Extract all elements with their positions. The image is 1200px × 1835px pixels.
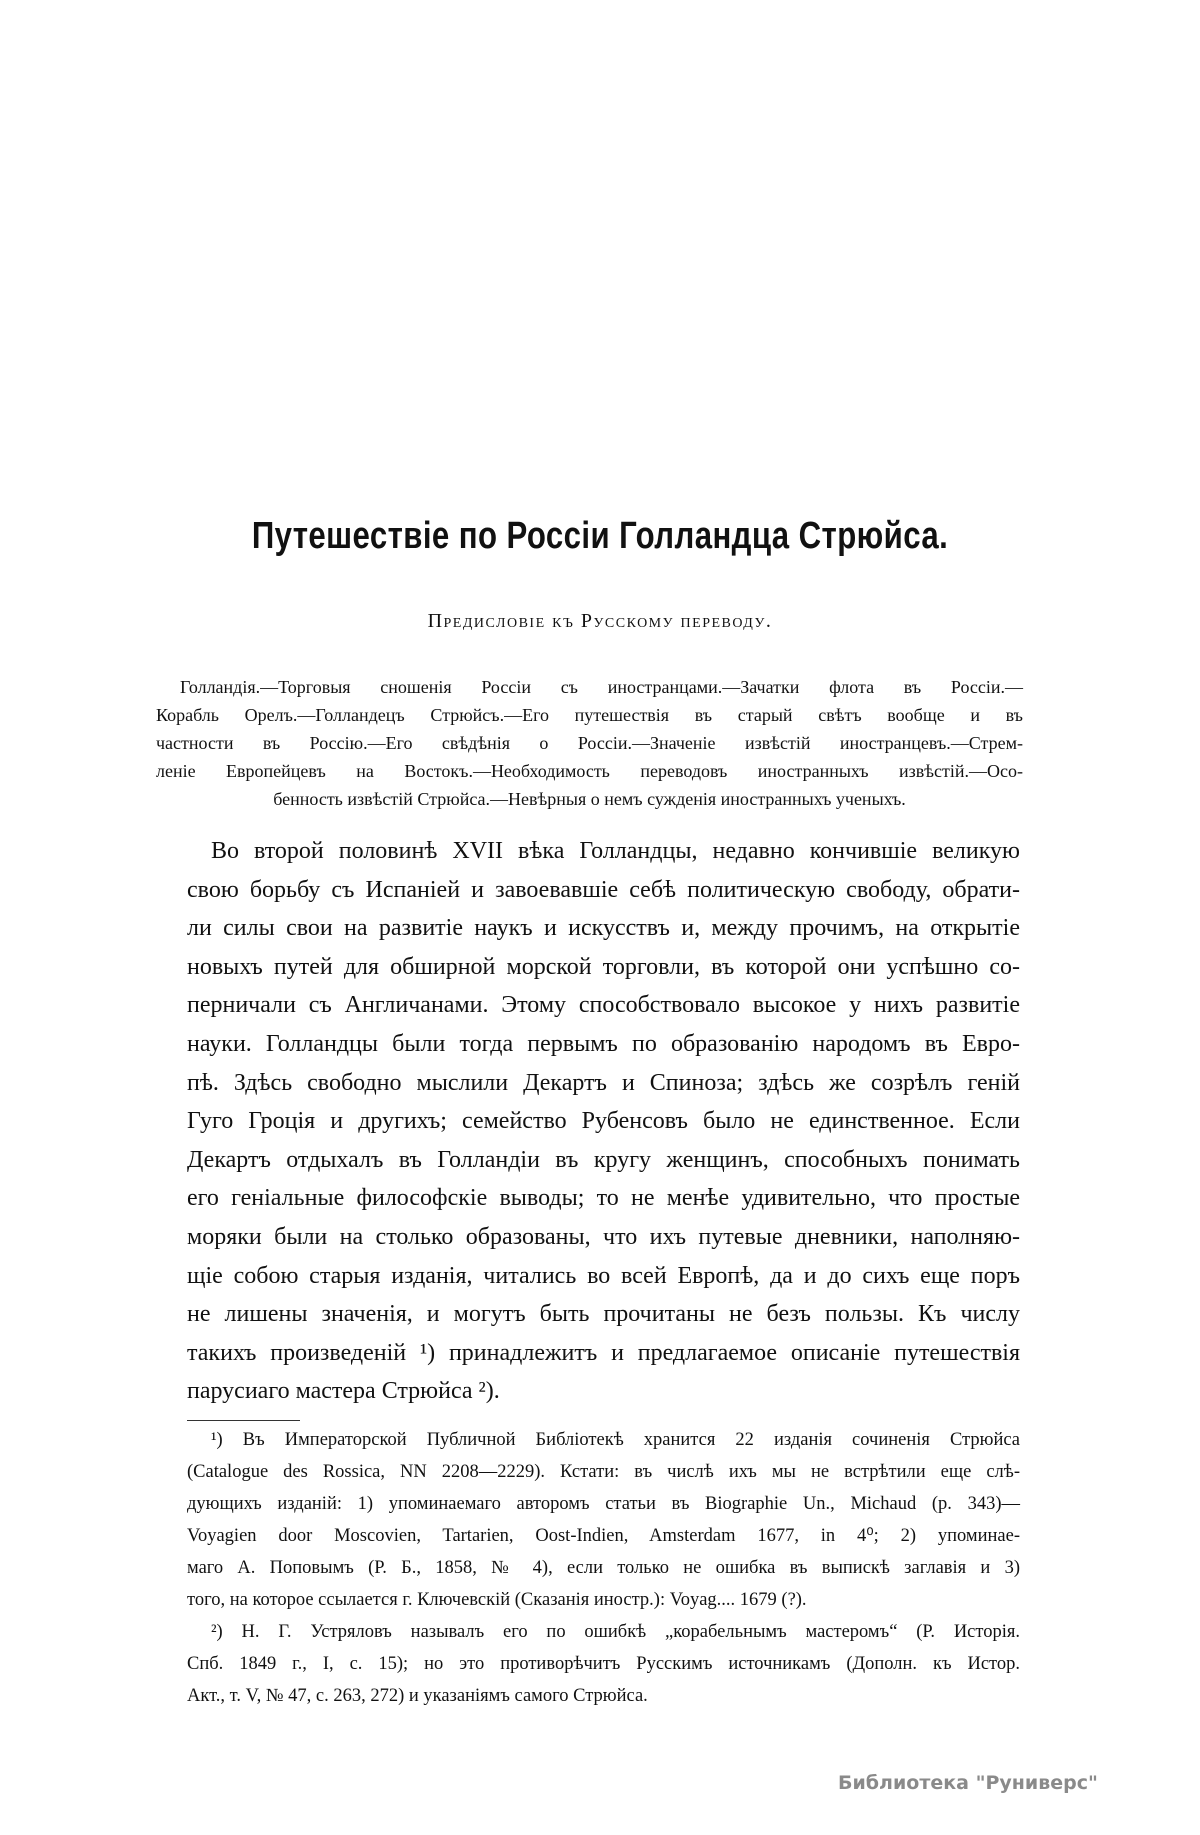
summary-line: Голландія.—Торговыя сношенія Россіи съ иностранцами.—Зачатки флота въ Россіи.— — [180, 677, 1023, 697]
body-line: моряки были на столько образованы, что ихъ путевые дневники, наполняю- — [187, 1223, 1020, 1250]
footnote-divider — [187, 1420, 300, 1421]
summary-line: Корабль Орелъ.—Голландецъ Стрюйсъ.—Его путешествія въ старый свѣтъ вообще и въ — [156, 705, 1023, 725]
footnote-line: дующихъ изданій: 1) упоминаемаго авторомъ статьи въ Biographie Un., Michaud (p. 343)— — [187, 1494, 1020, 1514]
body-text — [187, 832, 1020, 1411]
summary-line: частности въ Россію.—Его свѣдѣнія о Россіи.—Значеніе извѣстій иностранцевъ.—Стрем- — [156, 733, 1023, 753]
body-line: такихъ произведеній ¹) принадлежитъ и предлагаемое описаніе путешествія — [187, 1339, 1020, 1366]
footnote-line: ¹) Въ Императорской Публичной Библіотекѣ хранится 22 изданія сочиненія Стрюйса — [211, 1430, 1020, 1450]
footnotes — [187, 1424, 1020, 1712]
body-line: Декартъ отдыхалъ въ Голландіи въ кругу женщинъ, способныхъ понимать — [187, 1146, 1020, 1173]
subtitle: Предисловіе къ Русскому переводу. — [427, 610, 773, 632]
footnote-line: Акт., т. V, № 47, с. 263, 272) и указаніямъ самого Стрюйса. — [187, 1686, 648, 1706]
body-line: щіе собою старыя изданія, читались во всей Европѣ, да и до сихъ еще поръ — [187, 1262, 1020, 1289]
body-line: науки. Голландцы были тогда первымъ по образованію народомъ въ Евро- — [187, 1030, 1020, 1057]
summary-line: бенность извѣстій Стрюйса.—Невѣрныя о немъ сужденія иностранныхъ ученыхъ. — [273, 789, 906, 809]
page-title: Путешествіе по Россіи Голландца Стрюйса. — [251, 515, 949, 557]
body-line: Во второй половинѣ XVII вѣка Голландцы, недавно кончившіе великую — [211, 838, 1020, 864]
body-line: новыхъ путей для обширной морской торговли, въ которой они успѣшно со- — [187, 953, 1020, 980]
footnote-line: того, на которое ссылается г. Ключевскій (Сказанія иностр.): Voyag.... 1679 (?). — [187, 1590, 807, 1610]
library-watermark: Библиотека "Руниверс" — [838, 1772, 1098, 1794]
footnote-line: ²) Н. Г. Устряловъ называлъ его по ошибкѣ „корабельнымъ мастеромъ“ (Р. Исторія. — [211, 1622, 1020, 1642]
summary-line: леніе Европейцевъ на Востокъ.—Необходимость переводовъ иностранныхъ извѣстій.—Осо- — [156, 761, 1023, 781]
body-line: Гуго Гроція и другихъ; семейство Рубенсовъ было не единственное. Если — [187, 1108, 1020, 1135]
footnote-line: маго А. Поповымъ (Р. Б., 1858, № 4), если только не ошибка въ выпискѣ заглавія и 3) — [187, 1558, 1020, 1578]
footnote-line: (Catalogue des Rossica, NN 2208—2229). Кстати: въ числѣ ихъ мы не встрѣтили еще слѣ- — [187, 1462, 1020, 1482]
body-line: его геніальные философскіе выводы; то не менѣе удивительно, что простые — [187, 1185, 1020, 1212]
body-line: свою борьбу съ Испаніей и завоевавшіе себѣ политическую свободу, обрати- — [187, 876, 1020, 903]
body-line: пѣ. Здѣсь свободно мыслили Декартъ и Спиноза; здѣсь же созрѣлъ геній — [187, 1069, 1020, 1096]
body-line: ли силы свои на развитіе наукъ и искусствъ и, между прочимъ, на открытіе — [187, 915, 1020, 942]
body-line: не лишены значенія, и могутъ быть прочитаны не безъ пользы. Къ числу — [187, 1301, 1020, 1328]
chapter-summary — [156, 673, 1023, 813]
footnote-line: Спб. 1849 г., I, с. 15); но это противорѣчитъ Русскимъ источникамъ (Дополн. къ Истор. — [187, 1654, 1020, 1674]
body-line: перничали съ Англичанами. Этому способствовало высокое у нихъ развитіе — [187, 992, 1020, 1019]
footnote-line: Voyagien door Moscovien, Tartarien, Oost-Indien, Amsterdam 1677, in 4⁰; 2) упоминае- — [187, 1526, 1020, 1546]
body-line: парусиаго мастера Стрюйса ²). — [187, 1378, 500, 1405]
